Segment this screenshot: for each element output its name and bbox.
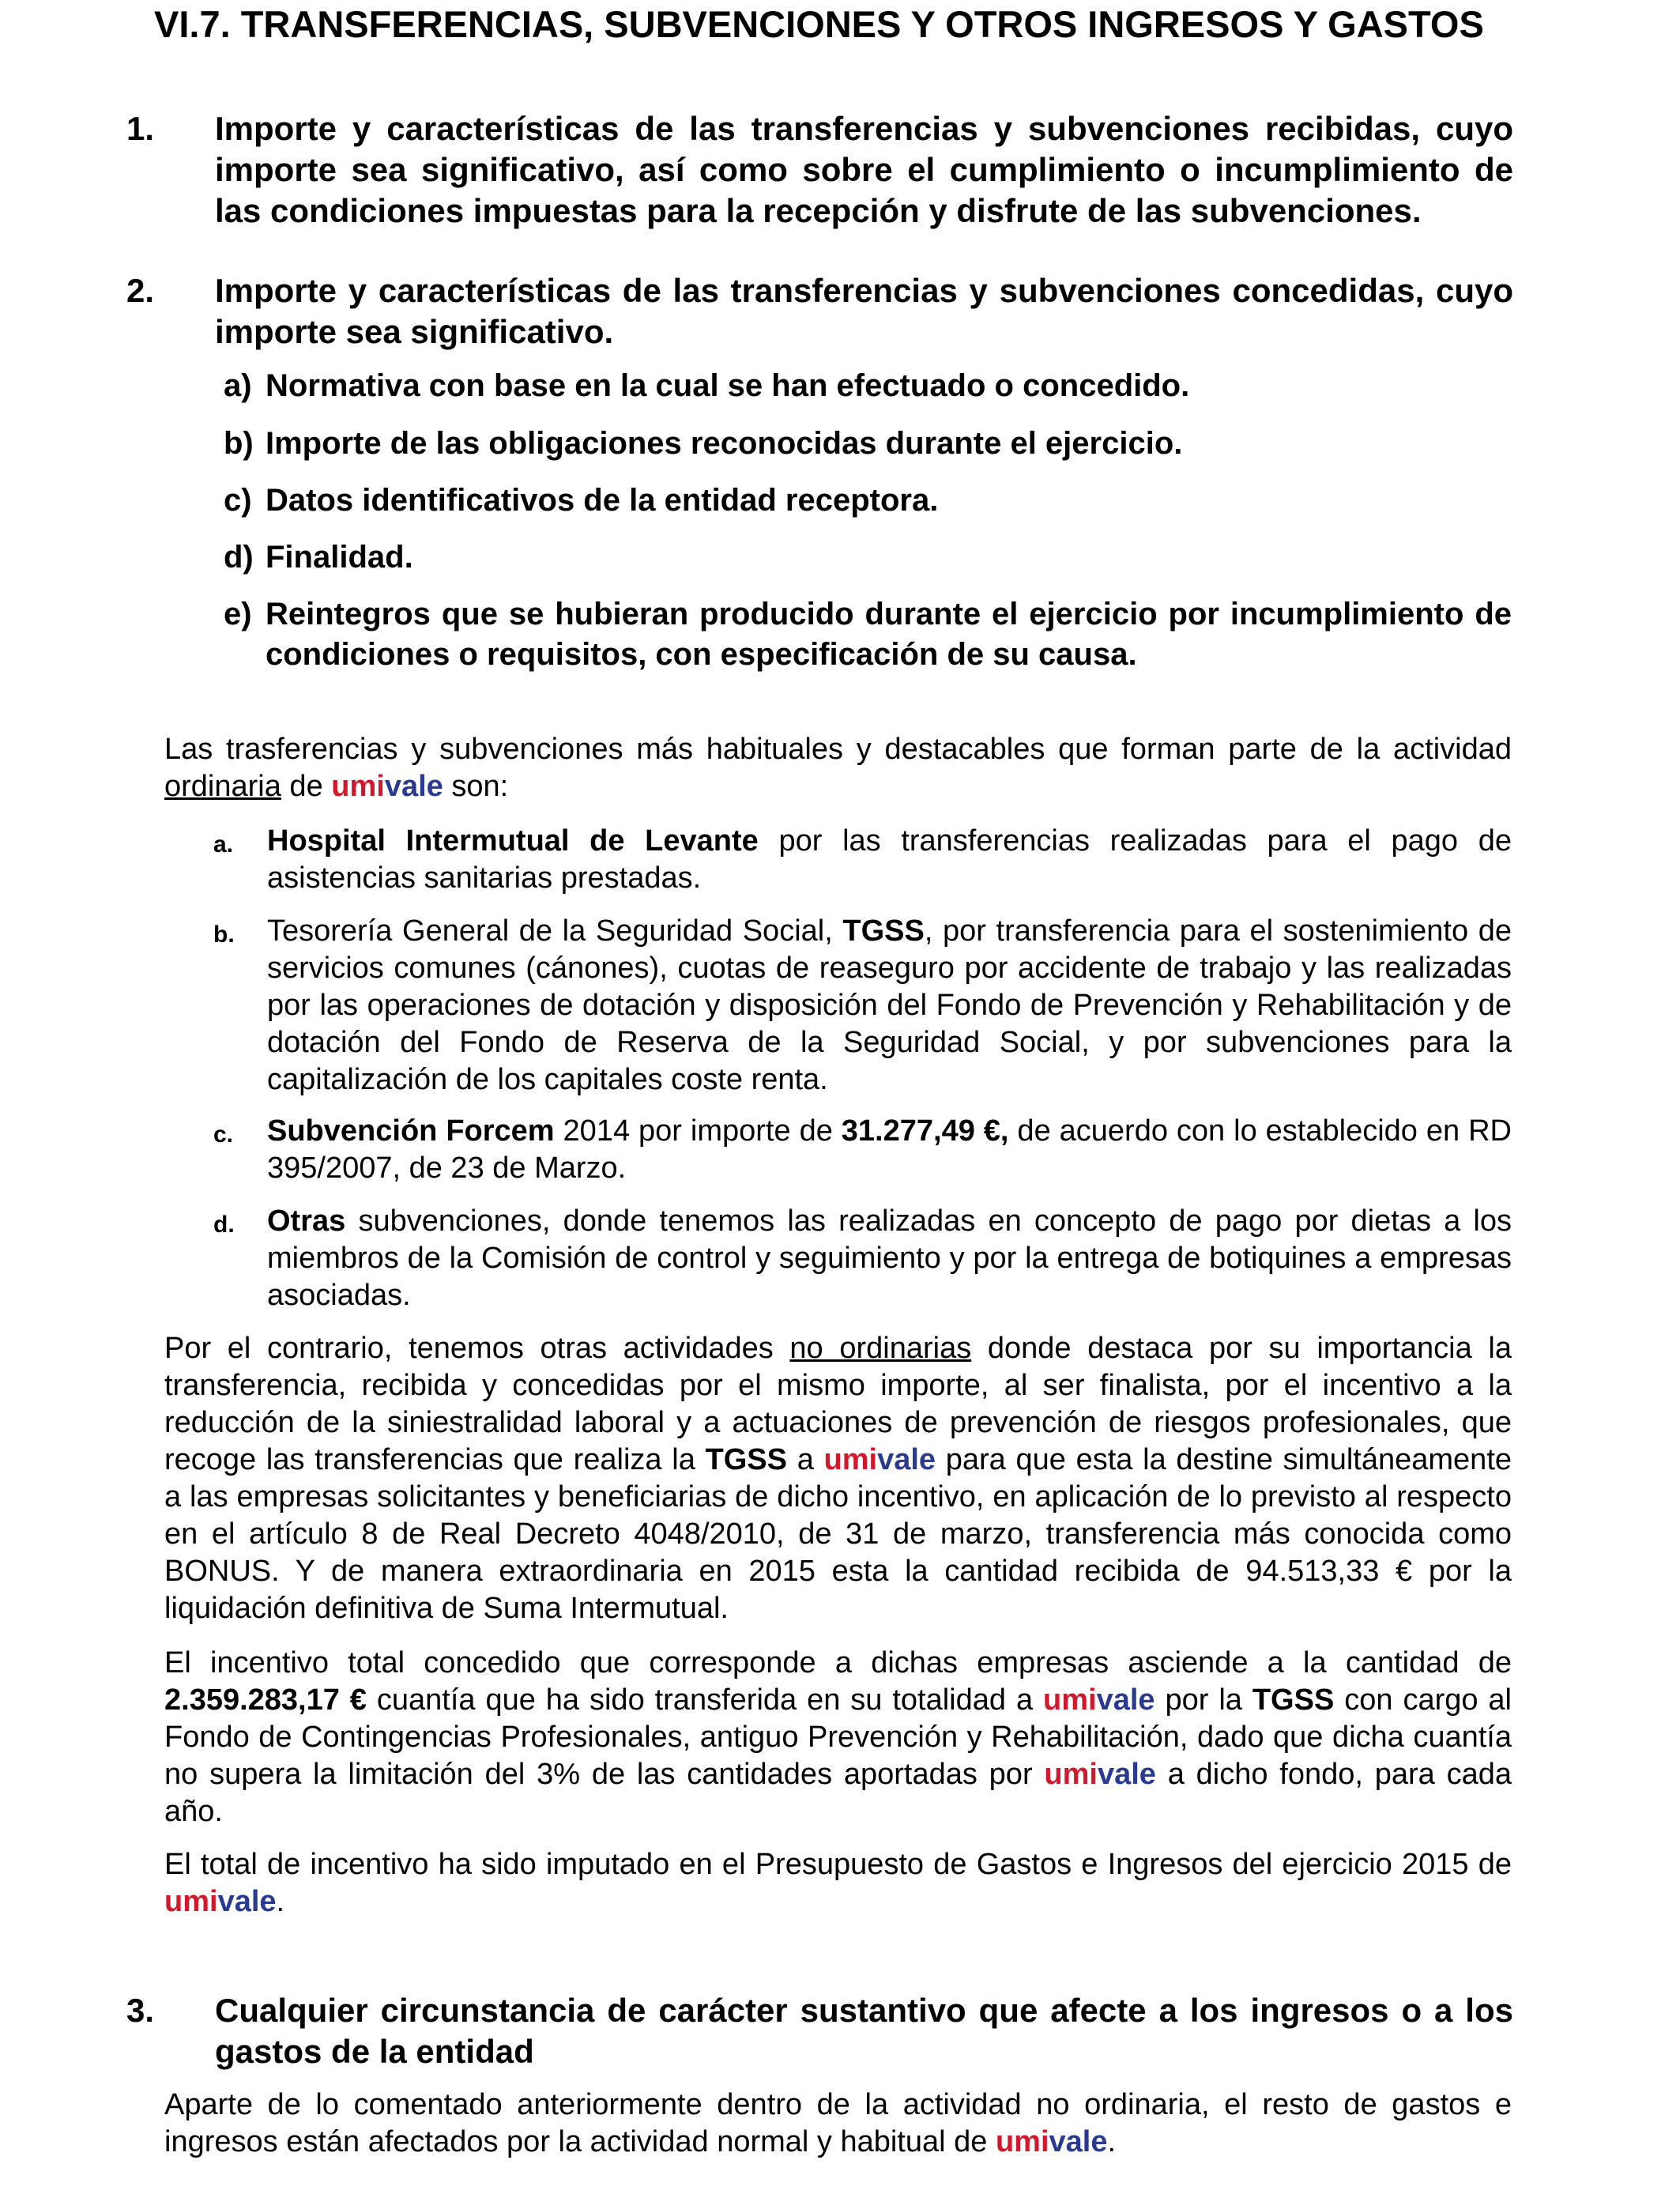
text-run: 2014 por importe de [554, 1114, 842, 1148]
requirement-item [224, 366, 1512, 406]
list-item-c [213, 1113, 1512, 1187]
brand-part-1: umi [823, 1443, 878, 1476]
paragraph-incentivo [164, 1645, 1512, 1830]
text-run: a dicho fondo, para cada año. [164, 1758, 1512, 1828]
requirement-item [224, 537, 1512, 578]
item-letter: a) [224, 368, 252, 403]
underlined-text: ordinaria [164, 770, 281, 803]
item-text: Importe de las obligaciones reconocidas durante el ejercicio. [266, 426, 1183, 461]
section-number: 3. [126, 1992, 155, 2029]
brand-logo-text [164, 1885, 277, 1918]
brand-part-1: umi [331, 770, 385, 803]
text-run: de acuerdo con lo establecido en RD 395/2007, de 23 de Marzo. [267, 1114, 1512, 1185]
text-run: El total de incentivo ha sido imputado en el Presupuesto de Gastos e Ingresos del ejercicio 2015 de [164, 1848, 1512, 1881]
item-letter: b. [213, 922, 235, 948]
requirement-item [224, 424, 1512, 464]
text-run: , por transferencia para el sostenimiento de servicios comunes (cánones), cuotas de reaseguro por accidente de trabajo y las realizadas por las operaciones de dotación y disposición del Fondo de Prevención y Rehabilitación y de dotación del Fondo de Reserva de la Seguridad Social, y por subvenciones para la capitalización de los capitales coste renta. [267, 914, 1512, 1096]
bold-text: Hospital Intermutual de Levante [267, 824, 759, 858]
brand-part-2: vale [1097, 1758, 1156, 1791]
list-item-d [213, 1203, 1512, 1314]
list-item-b [213, 913, 1512, 1099]
page-title: VI.7. TRANSFERENCIAS, SUBVENCIONES Y OTROS INGRESOS Y GASTOS [154, 3, 1484, 45]
text-run: . [276, 1885, 285, 1918]
text-run: a [787, 1443, 824, 1476]
brand-part-1: umi [1043, 1683, 1097, 1717]
bold-text: TGSS [842, 914, 925, 948]
text-run: Las trasferencias y subvenciones más habituales y destacables que forman parte de la actividad [164, 733, 1512, 766]
brand-part-2: vale [217, 1885, 277, 1918]
text-run: donde destaca por su importancia la transferencia, recibida y concedidas por el mismo importe, al ser finalista, por el incentivo a la reducción de la siniestralidad laboral y a actuaciones de prevención de riesgos profesionales, que recoge las transferencias que realiza la [164, 1332, 1512, 1476]
text-run: . [1107, 2125, 1117, 2158]
item-letter: d) [224, 540, 254, 575]
item-letter: d. [213, 1212, 235, 1238]
text-run: El incentivo total concedido que corresponde a dichas empresas asciende a la cantidad de [164, 1646, 1512, 1679]
text-run: Por el contrario, tenemos otras actividades [164, 1332, 790, 1365]
section-3 [126, 1990, 1513, 2072]
brand-part-1: umi [1044, 1758, 1098, 1791]
requirement-item [224, 481, 1512, 521]
section-number: 1. [126, 110, 155, 147]
text-run: Aparte de lo comentado anteriormente dentro de la actividad no ordinaria, el resto de gastos e ingresos están afectados por la actividad normal y habitual de [164, 2088, 1512, 2158]
text-run: para que esta la destine simultáneamente a las empresas solicitantes y beneficiarias de dicho incentivo, en aplicación de lo previsto al respecto en el artículo 8 de Real Decreto 4048/2010, de 31 de marzo, transferencia más conocida como BONUS. Y de manera extraordinaria en 2015 esta la cantidad recibida de 94.513,33 € por la liquidación definitiva de Suma Intermutual. [164, 1443, 1512, 1625]
bold-text: TGSS [705, 1443, 787, 1476]
brand-part-2: vale [1049, 2125, 1108, 2158]
bold-text: Otras [267, 1204, 346, 1238]
brand-logo-text [1043, 1683, 1155, 1717]
item-text: Normativa con base en la cual se han efectuado o concedido. [266, 368, 1190, 403]
paragraph-total [164, 1846, 1512, 1921]
brand-part-1: umi [995, 2125, 1049, 2158]
brand-logo-text [996, 2125, 1108, 2158]
item-text: Finalidad. [266, 540, 413, 575]
text-run: de [281, 770, 332, 803]
text-run: subvenciones, donde tenemos las realizadas en concepto de pago por dietas a los miembros de la Comisión de control y seguimiento y por la entrega de botiquines a empresas asociadas. [267, 1204, 1512, 1312]
bold-amount: 2.359.283,17 € [164, 1683, 367, 1717]
underlined-text: no ordinarias [789, 1332, 972, 1365]
paragraph-aparte [164, 2087, 1512, 2161]
item-text: Datos identificativos de la entidad receptora. [266, 483, 939, 518]
brand-part-2: vale [877, 1443, 936, 1476]
item-letter: e) [224, 597, 252, 631]
text-run: por la [1155, 1683, 1252, 1717]
bold-amount: 31.277,49 €, [841, 1114, 1009, 1148]
item-letter: a. [213, 831, 234, 858]
section-1 [126, 108, 1513, 232]
paragraph-no-ordinarias [164, 1330, 1512, 1627]
brand-part-1: umi [164, 1885, 218, 1918]
bold-text: Subvención Forcem [267, 1114, 555, 1148]
text-run: son: [443, 770, 509, 803]
list-item-a [213, 823, 1512, 897]
item-text: Reintegros que se hubieran producido durante el ejercicio por incumplimiento de condiciones o requisitos, con especificación de su causa. [266, 597, 1512, 672]
text-run: cuantía que ha sido transferida en su totalidad a [366, 1683, 1044, 1717]
text-run: con cargo al Fondo de Contingencias Profesionales, antiguo Prevención y Rehabilitación, dado que dicha cuantía no supera la limitación del 3% de las cantidades aportadas por [164, 1683, 1512, 1791]
section-heading: Importe y características de las transferencias y subvenciones recibidas, cuyo importe sea significativo, así como sobre el cumplimiento o incumplimiento de las condiciones impuestas para la recepción y disfrute de las subvenciones. [215, 110, 1513, 229]
text-run: por las transferencias realizadas para el pago de asistencias sanitarias prestadas. [267, 824, 1512, 895]
brand-logo-text [331, 770, 443, 803]
item-letter: b) [224, 426, 254, 461]
requirement-item [224, 594, 1512, 675]
item-letter: c. [213, 1122, 234, 1148]
item-letter: c) [224, 483, 252, 518]
section-heading: Cualquier circunstancia de carácter sustantivo que afecte a los ingresos o a los gastos de la entidad [215, 1992, 1513, 2070]
brand-logo-text [1044, 1758, 1156, 1791]
brand-part-2: vale [1096, 1683, 1155, 1717]
brand-logo-text [824, 1443, 936, 1476]
paragraph-intro [164, 731, 1512, 805]
section-heading: Importe y características de las transferencias y subvenciones concedidas, cuyo importe sea significativo. [215, 272, 1513, 350]
text-run: Tesorería General de la Seguridad Social, [267, 914, 843, 948]
bold-text: TGSS [1252, 1683, 1335, 1717]
section-number: 2. [126, 272, 155, 309]
section-2 [126, 270, 1513, 352]
brand-part-2: vale [384, 770, 443, 803]
